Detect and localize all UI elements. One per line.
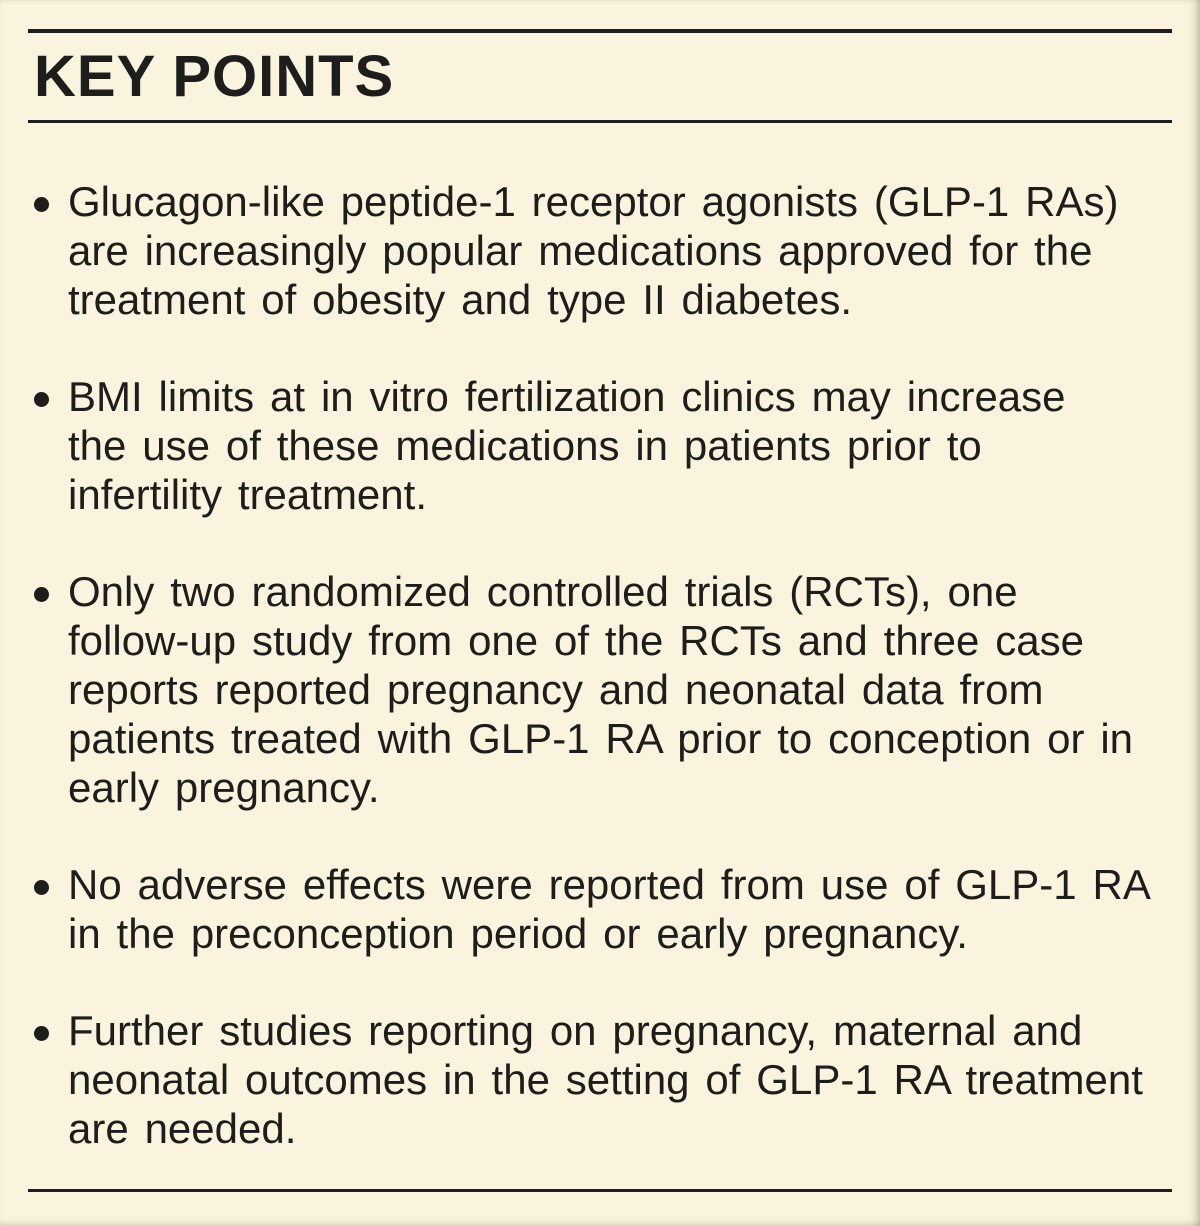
key-point-item <box>28 372 1172 519</box>
key-point-text: BMI limits at in vitro fertilization clinics may increase the use of these medications in patients prior to infertility treatment. <box>68 373 1066 518</box>
key-point-item <box>28 1006 1172 1153</box>
key-point-item <box>28 177 1172 324</box>
bullet-icon <box>34 587 49 602</box>
bullet-icon <box>34 880 49 895</box>
bullet-icon <box>34 197 49 212</box>
heading-underline-rule <box>28 120 1172 123</box>
bottom-rule <box>28 1189 1172 1192</box>
key-point-text: No adverse effects were reported from use of GLP-1 RA in the preconception period or early pregnancy. <box>68 861 1151 957</box>
key-point-text: Only two randomized controlled trials (RCTs), one follow-up study from one of the RCTs and three case reports reported pregnancy and neonatal data from patients treated with GLP-1 RA prior to conception or in early pregnancy. <box>68 568 1134 811</box>
key-point-text: Glucagon-like peptide-1 receptor agonists (GLP-1 RAs) are increasingly popular medications approved for the treatment of obesity and type II diabetes. <box>68 178 1119 323</box>
key-point-item <box>28 567 1172 812</box>
bullet-icon <box>34 392 49 407</box>
bullet-icon <box>34 1026 49 1041</box>
key-point-item <box>28 860 1172 958</box>
key-point-text: Further studies reporting on pregnancy, maternal and neonatal outcomes in the setting of GLP-1 RA treatment are needed. <box>68 1007 1143 1152</box>
key-points-list <box>28 177 1172 1153</box>
key-points-heading: KEY POINTS <box>34 44 395 109</box>
top-rule <box>28 29 1172 33</box>
